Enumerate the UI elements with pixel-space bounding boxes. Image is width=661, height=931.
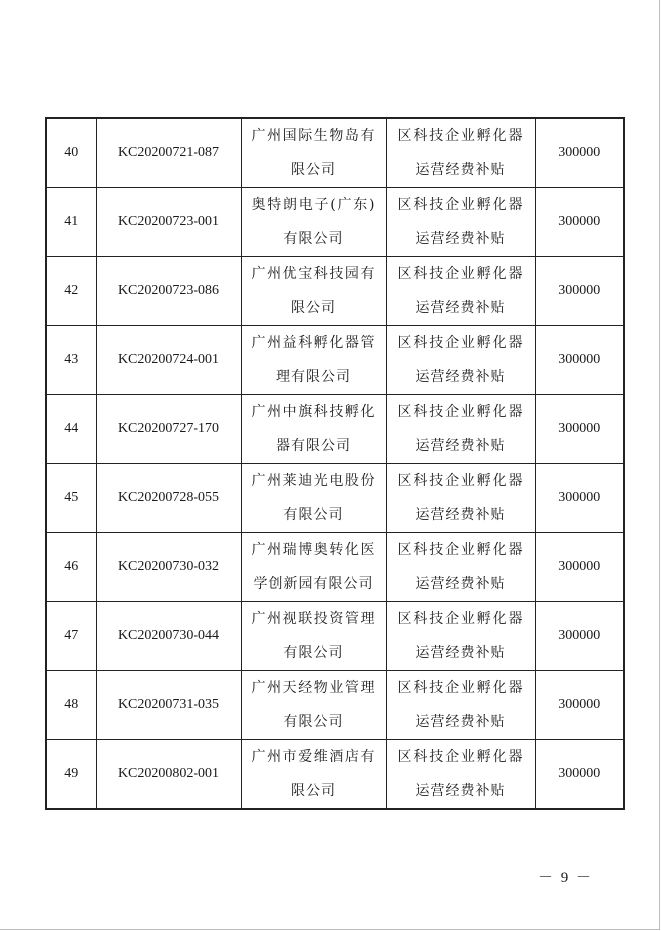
project-cell [386, 602, 535, 671]
project-cell [386, 257, 535, 326]
company-name: 广州中旗科技孵化器有限公司 [251, 404, 376, 454]
company-name: 奥特朗电子(广东)有限公司 [251, 197, 376, 247]
project-name: 区科技企业孵化器运营经费补贴 [397, 473, 524, 523]
project-code: KC20200724-001 [96, 326, 241, 395]
row-index: 42 [46, 257, 96, 326]
project-cell [386, 671, 535, 740]
project-cell [386, 395, 535, 464]
amount: 300000 [535, 671, 624, 740]
project-cell [386, 118, 535, 188]
company-cell [241, 740, 386, 810]
project-cell [386, 464, 535, 533]
company-cell [241, 533, 386, 602]
company-cell [241, 257, 386, 326]
amount: 300000 [535, 257, 624, 326]
project-code: KC20200802-001 [96, 740, 241, 810]
amount: 300000 [535, 464, 624, 533]
amount: 300000 [535, 602, 624, 671]
company-cell [241, 118, 386, 188]
company-name: 广州优宝科技园有限公司 [251, 266, 376, 316]
project-name: 区科技企业孵化器运营经费补贴 [397, 266, 524, 316]
row-index: 46 [46, 533, 96, 602]
project-name: 区科技企业孵化器运营经费补贴 [397, 404, 524, 454]
table-row [46, 464, 624, 533]
company-cell [241, 671, 386, 740]
company-name: 广州市爱维酒店有限公司 [251, 749, 376, 799]
table-row [46, 395, 624, 464]
company-name: 广州益科孵化器管理有限公司 [251, 335, 376, 385]
project-code: KC20200728-055 [96, 464, 241, 533]
grant-table-body [46, 118, 624, 809]
project-code: KC20200727-170 [96, 395, 241, 464]
amount: 300000 [535, 188, 624, 257]
project-name: 区科技企业孵化器运营经费补贴 [397, 749, 524, 799]
row-index: 49 [46, 740, 96, 810]
project-cell [386, 326, 535, 395]
project-code: KC20200730-044 [96, 602, 241, 671]
company-cell [241, 464, 386, 533]
company-cell [241, 326, 386, 395]
table-row [46, 118, 624, 188]
page-number: － 9 － [538, 870, 594, 886]
company-name: 广州国际生物岛有限公司 [251, 128, 376, 178]
row-index: 41 [46, 188, 96, 257]
company-cell [241, 395, 386, 464]
company-name: 广州视联投资管理有限公司 [251, 611, 376, 661]
row-index: 43 [46, 326, 96, 395]
table-row [46, 533, 624, 602]
project-name: 区科技企业孵化器运营经费补贴 [397, 542, 524, 592]
project-code: KC20200730-032 [96, 533, 241, 602]
project-name: 区科技企业孵化器运营经费补贴 [397, 335, 524, 385]
project-name: 区科技企业孵化器运营经费补贴 [397, 611, 524, 661]
table-row [46, 740, 624, 810]
project-code: KC20200723-086 [96, 257, 241, 326]
table-row [46, 671, 624, 740]
row-index: 48 [46, 671, 96, 740]
table-row [46, 326, 624, 395]
amount: 300000 [535, 326, 624, 395]
company-cell [241, 602, 386, 671]
project-name: 区科技企业孵化器运营经费补贴 [397, 197, 524, 247]
row-index: 45 [46, 464, 96, 533]
project-cell [386, 188, 535, 257]
company-name: 广州天经物业管理有限公司 [251, 680, 376, 730]
project-name: 区科技企业孵化器运营经费补贴 [397, 680, 524, 730]
company-name: 广州瑞博奥转化医学创新园有限公司 [251, 542, 376, 592]
amount: 300000 [535, 740, 624, 810]
amount: 300000 [535, 118, 624, 188]
table-row [46, 257, 624, 326]
table-row [46, 188, 624, 257]
project-name: 区科技企业孵化器运营经费补贴 [397, 128, 524, 178]
project-cell [386, 740, 535, 810]
project-code: KC20200723-001 [96, 188, 241, 257]
company-name: 广州莱迪光电股份有限公司 [251, 473, 376, 523]
table-row [46, 602, 624, 671]
project-code: KC20200731-035 [96, 671, 241, 740]
row-index: 40 [46, 118, 96, 188]
grant-table [45, 117, 625, 810]
project-cell [386, 533, 535, 602]
row-index: 44 [46, 395, 96, 464]
row-index: 47 [46, 602, 96, 671]
amount: 300000 [535, 395, 624, 464]
amount: 300000 [535, 533, 624, 602]
company-cell [241, 188, 386, 257]
project-code: KC20200721-087 [96, 118, 241, 188]
